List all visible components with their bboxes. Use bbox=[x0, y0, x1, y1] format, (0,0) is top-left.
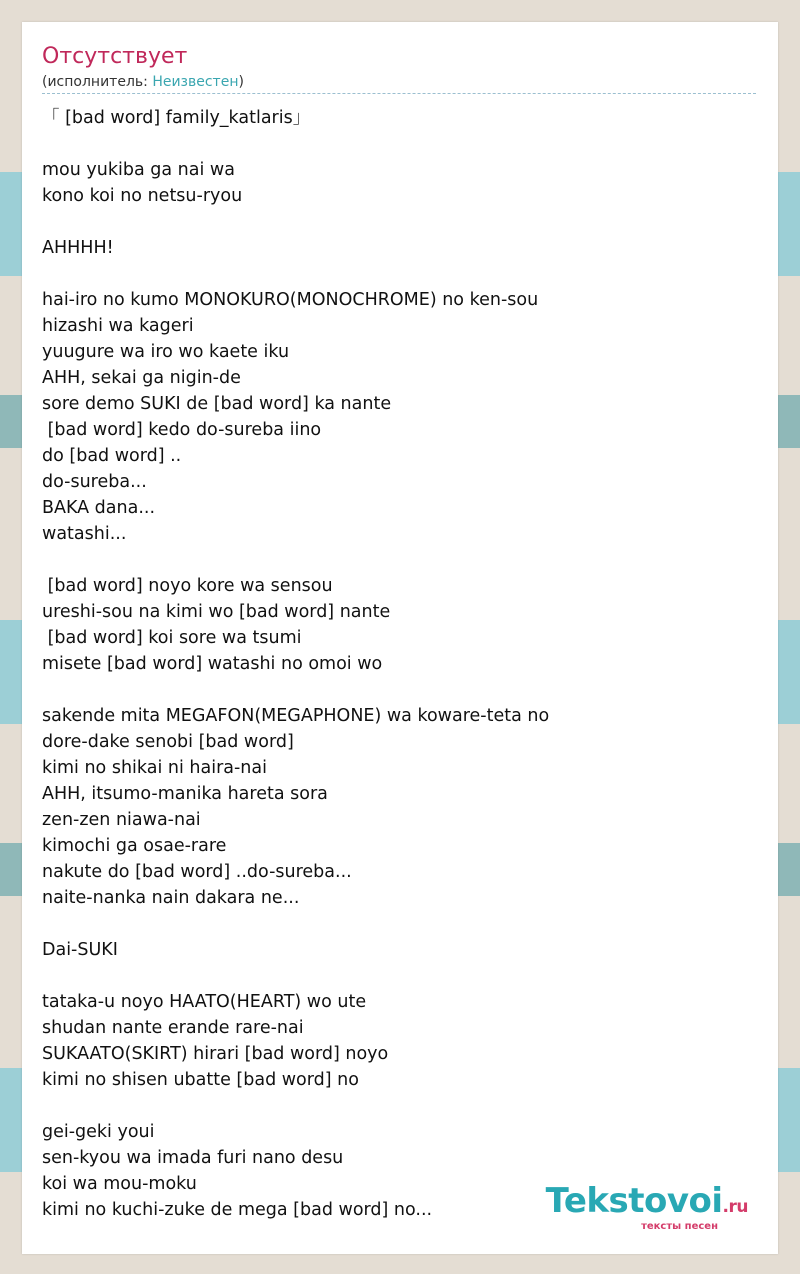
lyric-line: shudan nante erande rare-nai bbox=[42, 1018, 304, 1038]
lyric-line: sen-kyou wa imada furi nano desu bbox=[42, 1148, 344, 1168]
lyric-line: sakende mita MEGAFON(MEGAPHONE) wa koware-teta no bbox=[42, 706, 550, 726]
lyric-line: nakute do [bad word] ..do-sureba... bbox=[42, 862, 352, 882]
lyric-line: AHH, itsumo-manika hareta sora bbox=[42, 784, 328, 804]
lyric-line: zen-zen niawa-nai bbox=[42, 810, 201, 830]
lyric-line: dore-dake senobi [bad word] bbox=[42, 732, 294, 752]
lyric-line: ureshi-sou na kimi wo [bad word] nante bbox=[42, 602, 391, 622]
lyric-line: hizashi wa kageri bbox=[42, 316, 194, 336]
lyric-line: misete [bad word] watashi no omoi wo bbox=[42, 654, 383, 674]
lyric-line: [bad word] kedo do-sureba iino bbox=[42, 420, 322, 440]
logo-tld: .ru bbox=[722, 1197, 748, 1217]
lyric-line: naite-nanka nain dakara ne... bbox=[42, 888, 300, 908]
lyric-line: koi wa mou-moku bbox=[42, 1174, 197, 1194]
lyric-line: do [bad word] .. bbox=[42, 446, 182, 466]
lyric-line: yuugure wa iro wo kaete iku bbox=[42, 342, 290, 362]
artist-prefix: (исполнитель: bbox=[42, 74, 153, 90]
lyric-line bbox=[42, 911, 758, 937]
lyric-line bbox=[42, 261, 758, 287]
lyric-line: kimochi ga osae-rare bbox=[42, 836, 227, 856]
lyric-line bbox=[42, 547, 758, 573]
artist-link[interactable]: Неизвестен bbox=[152, 74, 239, 90]
lyric-line bbox=[42, 131, 758, 157]
lyrics-body bbox=[42, 105, 758, 1223]
lyric-line: hai-iro no kumo MONOKURO(MONOCHROME) no ken-sou bbox=[42, 290, 539, 310]
lyric-line: AHHHH! bbox=[42, 238, 114, 258]
lyric-line: do-sureba... bbox=[42, 472, 147, 492]
lyric-line: tataka-u noyo HAATO(HEART) wo ute bbox=[42, 992, 367, 1012]
lyrics-card bbox=[22, 22, 778, 1254]
lyric-line: watashi... bbox=[42, 524, 127, 544]
lyric-line: Dai-SUKI bbox=[42, 940, 118, 960]
divider bbox=[42, 93, 756, 94]
lyric-line: kimi no shisen ubatte [bad word] no bbox=[42, 1070, 359, 1090]
lyric-line: BAKA dana... bbox=[42, 498, 156, 518]
site-logo[interactable] bbox=[546, 1183, 748, 1232]
lyric-line: kimi no kuchi-zuke de mega [bad word] no... bbox=[42, 1200, 433, 1220]
artist-line bbox=[42, 73, 244, 91]
lyric-line: sore demo SUKI de [bad word] ka nante bbox=[42, 394, 392, 414]
lyric-line bbox=[42, 1093, 758, 1119]
logo-name: Tekstovoi bbox=[545, 1181, 723, 1221]
lyric-line bbox=[42, 963, 758, 989]
lyric-line: kimi no shikai ni haira-nai bbox=[42, 758, 267, 778]
lyric-line bbox=[42, 209, 758, 235]
logo-tagline: тексты песен bbox=[641, 1221, 718, 1232]
lyric-line: SUKAATO(SKIRT) hirari [bad word] noyo bbox=[42, 1044, 389, 1064]
lyric-line: kono koi no netsu-ryou bbox=[42, 186, 243, 206]
lyric-line: [bad word] noyo kore wa sensou bbox=[42, 576, 333, 596]
artist-suffix: ) bbox=[238, 74, 244, 90]
song-title: Отсутствует bbox=[42, 44, 188, 69]
lyric-line: mou yukiba ga nai wa bbox=[42, 160, 235, 180]
lyric-line: [bad word] koi sore wa tsumi bbox=[42, 628, 302, 648]
lyric-line: 「 [bad word] family_katlaris」 bbox=[42, 108, 311, 128]
lyric-line: AHH, sekai ga nigin-de bbox=[42, 368, 241, 388]
lyric-line: gei-geki youi bbox=[42, 1122, 155, 1142]
lyric-line bbox=[42, 677, 758, 703]
